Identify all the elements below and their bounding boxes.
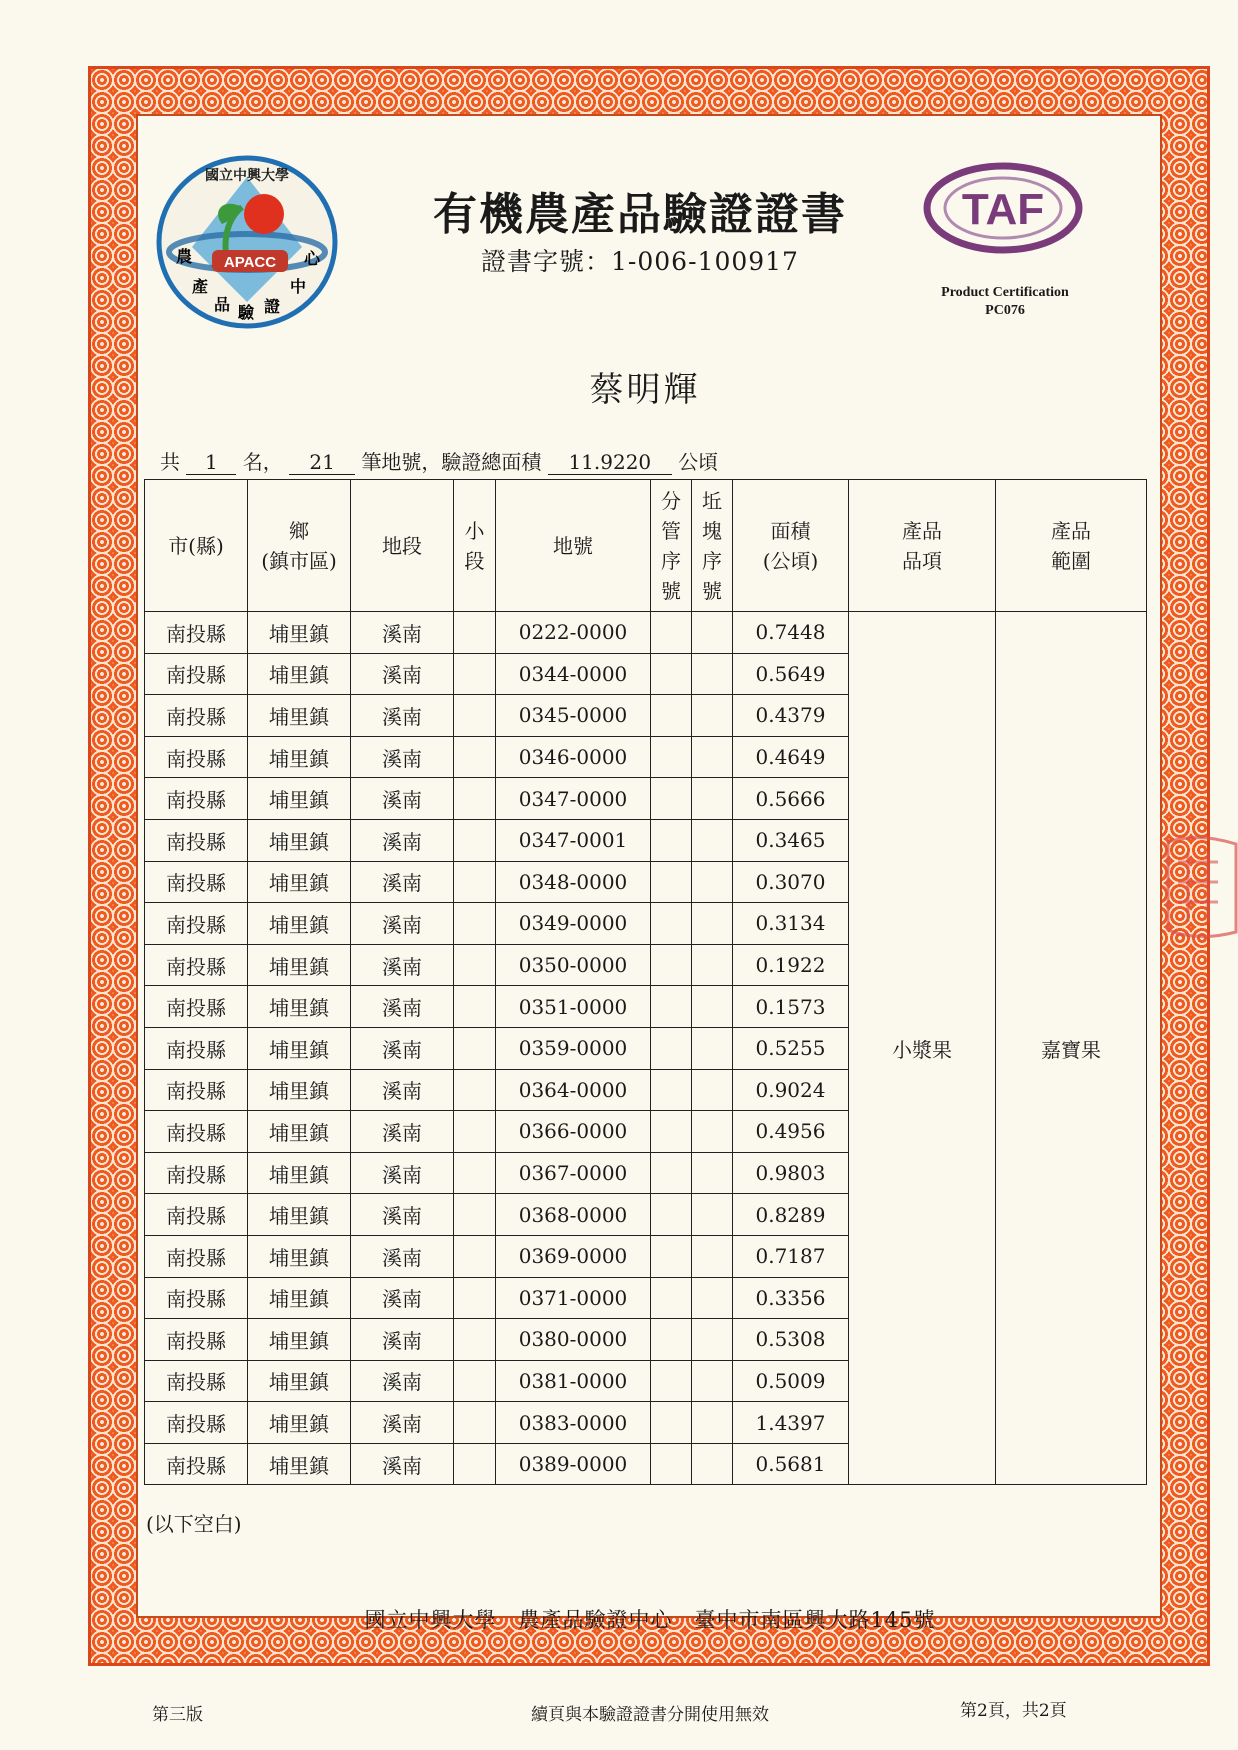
cell-county: 南投縣	[145, 653, 248, 695]
header-block-seq: 坵 塊 序 號	[692, 480, 733, 612]
logo-char: 產	[192, 277, 209, 296]
cell-area: 0.5649	[733, 653, 849, 695]
cell-management-seq	[651, 1360, 692, 1402]
cell-lot-number: 0349-0000	[496, 903, 651, 945]
cell-area: 0.4649	[733, 736, 849, 778]
cell-section: 溪南	[351, 1194, 454, 1236]
summary-prefix: 共	[160, 450, 180, 474]
cell-section: 溪南	[351, 986, 454, 1028]
cell-township: 埔里鎮	[248, 1069, 351, 1111]
cell-management-seq	[651, 819, 692, 861]
cell-township: 埔里鎮	[248, 819, 351, 861]
cell-lot-number: 0345-0000	[496, 695, 651, 737]
cell-section: 溪南	[351, 1235, 454, 1277]
apacc-badge-text: APACC	[223, 254, 277, 271]
cell-county: 南投縣	[145, 944, 248, 986]
header-county: 市(縣)	[145, 480, 248, 612]
cell-area: 0.3134	[733, 903, 849, 945]
cell-area: 0.1922	[733, 944, 849, 986]
cell-block-seq	[692, 653, 733, 695]
cell-subsection	[454, 1443, 496, 1485]
cell-area: 0.1573	[733, 986, 849, 1028]
cell-block-seq	[692, 1194, 733, 1236]
cell-lot-number: 0347-0000	[496, 778, 651, 820]
cell-lot-number: 0369-0000	[496, 1235, 651, 1277]
cell-subsection	[454, 1277, 496, 1319]
holder-count: 1	[186, 450, 236, 475]
cell-township: 埔里鎮	[248, 903, 351, 945]
cell-lot-number: 0347-0001	[496, 819, 651, 861]
cell-management-seq	[651, 944, 692, 986]
cell-county: 南投縣	[145, 986, 248, 1028]
cell-lot-number: 0367-0000	[496, 1152, 651, 1194]
cell-area: 0.9803	[733, 1152, 849, 1194]
cell-township: 埔里鎮	[248, 1443, 351, 1485]
cell-subsection	[454, 1069, 496, 1111]
land-parcel-table	[144, 479, 1147, 1485]
cell-county: 南投縣	[145, 903, 248, 945]
cell-township: 埔里鎮	[248, 1152, 351, 1194]
table-header-row	[145, 480, 1147, 612]
cell-management-seq	[651, 1443, 692, 1485]
cell-section: 溪南	[351, 1069, 454, 1111]
cell-area: 1.4397	[733, 1402, 849, 1444]
edition-label: 第三版	[152, 1705, 203, 1725]
cell-lot-number: 0383-0000	[496, 1402, 651, 1444]
cell-subsection	[454, 653, 496, 695]
cell-management-seq	[651, 986, 692, 1028]
cell-subsection	[454, 1027, 496, 1069]
page-title: 有機農產品驗證證書	[433, 189, 847, 240]
cell-management-seq	[651, 1319, 692, 1361]
cell-subsection	[454, 736, 496, 778]
header-product-scope: 產品 範圍	[996, 480, 1147, 612]
cell-township: 埔里鎮	[248, 861, 351, 903]
cell-subsection	[454, 944, 496, 986]
validity-notice: 續頁與本驗證證書分開使用無效	[531, 1705, 769, 1725]
cell-county: 南投縣	[145, 1194, 248, 1236]
cell-subsection	[454, 695, 496, 737]
cell-county: 南投縣	[145, 1069, 248, 1111]
summary-unit-parcels: 筆地號，驗證總面積	[361, 450, 542, 474]
cell-subsection	[454, 1111, 496, 1153]
cell-section: 溪南	[351, 903, 454, 945]
cell-block-seq	[692, 1069, 733, 1111]
cell-management-seq	[651, 903, 692, 945]
header-management-seq: 分 管 序 號	[651, 480, 692, 612]
header-subsection: 小 段	[454, 480, 496, 612]
summary-line	[160, 446, 718, 475]
cell-area: 0.5255	[733, 1027, 849, 1069]
logo-char: 心	[304, 249, 321, 268]
header-section: 地段	[351, 480, 454, 612]
cell-management-seq	[651, 612, 692, 654]
logo-char: 中	[290, 277, 307, 296]
cell-management-seq	[651, 1194, 692, 1236]
cell-block-seq	[692, 1235, 733, 1277]
cell-lot-number: 0222-0000	[496, 612, 651, 654]
cell-block-seq	[692, 695, 733, 737]
cell-subsection	[454, 1152, 496, 1194]
cell-township: 埔里鎮	[248, 612, 351, 654]
cell-county: 南投縣	[145, 1111, 248, 1153]
cell-management-seq	[651, 861, 692, 903]
summary-unit-area: 公頃	[678, 450, 719, 474]
table-row	[145, 612, 1147, 654]
cell-county: 南投縣	[145, 1027, 248, 1069]
logo-char: 農	[176, 247, 193, 266]
cell-lot-number: 0364-0000	[496, 1069, 651, 1111]
cell-section: 溪南	[351, 612, 454, 654]
cell-section: 溪南	[351, 819, 454, 861]
cell-lot-number: 0389-0000	[496, 1443, 651, 1485]
official-seal-stamp	[1158, 832, 1238, 942]
cell-section: 溪南	[351, 736, 454, 778]
cell-management-seq	[651, 1277, 692, 1319]
cell-county: 南投縣	[145, 736, 248, 778]
cell-area: 0.3356	[733, 1277, 849, 1319]
logo-char: 證	[264, 297, 281, 316]
cell-management-seq	[651, 1069, 692, 1111]
cell-lot-number: 0359-0000	[496, 1027, 651, 1069]
cell-township: 埔里鎮	[248, 1194, 351, 1236]
cell-area: 0.8289	[733, 1194, 849, 1236]
issuer-address: 國立中興大學 農產品驗證中心 臺中市南區興大路145號	[364, 1608, 936, 1632]
cell-county: 南投縣	[145, 819, 248, 861]
cell-management-seq	[651, 1111, 692, 1153]
cell-township: 埔里鎮	[248, 778, 351, 820]
cell-county: 南投縣	[145, 695, 248, 737]
cell-section: 溪南	[351, 1360, 454, 1402]
total-area: 11.9220	[548, 450, 672, 475]
logo-char: 驗	[238, 303, 255, 322]
cell-area: 0.7448	[733, 612, 849, 654]
cell-block-seq	[692, 861, 733, 903]
cell-subsection	[454, 1402, 496, 1444]
summary-unit-persons: 名，	[242, 450, 283, 474]
cell-subsection	[454, 778, 496, 820]
cell-subsection	[454, 612, 496, 654]
cell-township: 埔里鎮	[248, 986, 351, 1028]
cell-lot-number: 0381-0000	[496, 1360, 651, 1402]
cell-section: 溪南	[351, 1443, 454, 1485]
cell-township: 埔里鎮	[248, 653, 351, 695]
cell-county: 南投縣	[145, 1360, 248, 1402]
certificate-holder-name: 蔡明輝	[589, 370, 701, 410]
cell-county: 南投縣	[145, 1235, 248, 1277]
apacc-logo	[152, 152, 342, 332]
cell-management-seq	[651, 736, 692, 778]
cell-area: 0.5308	[733, 1319, 849, 1361]
cell-block-seq	[692, 736, 733, 778]
parcel-count: 21	[289, 450, 355, 475]
cell-area: 0.4379	[733, 695, 849, 737]
cell-lot-number: 0351-0000	[496, 986, 651, 1028]
cell-subsection	[454, 1194, 496, 1236]
cell-county: 南投縣	[145, 1152, 248, 1194]
apacc-arc-text: 國立中興大學	[205, 168, 289, 184]
cell-block-seq	[692, 612, 733, 654]
header-lot-number: 地號	[496, 480, 651, 612]
cell-section: 溪南	[351, 1152, 454, 1194]
cell-lot-number: 0344-0000	[496, 653, 651, 695]
cell-management-seq	[651, 778, 692, 820]
cell-block-seq	[692, 903, 733, 945]
cell-area: 0.7187	[733, 1235, 849, 1277]
cell-section: 溪南	[351, 653, 454, 695]
product-certification-text: Product Certification	[941, 285, 1069, 300]
page-indicator: 第2頁，共2頁	[960, 1701, 1067, 1721]
cell-county: 南投縣	[145, 1319, 248, 1361]
cell-county: 南投縣	[145, 612, 248, 654]
cell-section: 溪南	[351, 1319, 454, 1361]
cell-township: 埔里鎮	[248, 1319, 351, 1361]
cell-subsection	[454, 986, 496, 1028]
cell-management-seq	[651, 695, 692, 737]
cell-subsection	[454, 861, 496, 903]
cell-block-seq	[692, 1277, 733, 1319]
cell-county: 南投縣	[145, 861, 248, 903]
cell-subsection	[454, 1235, 496, 1277]
cell-township: 埔里鎮	[248, 1360, 351, 1402]
cell-block-seq	[692, 1027, 733, 1069]
cell-area: 0.5666	[733, 778, 849, 820]
cell-township: 埔里鎮	[248, 1027, 351, 1069]
cell-product-scope: 嘉寶果	[996, 612, 1147, 1485]
cell-management-seq	[651, 1235, 692, 1277]
cell-township: 埔里鎮	[248, 1111, 351, 1153]
cell-township: 埔里鎮	[248, 1235, 351, 1277]
cell-township: 埔里鎮	[248, 736, 351, 778]
cell-block-seq	[692, 1402, 733, 1444]
cell-section: 溪南	[351, 1402, 454, 1444]
cell-block-seq	[692, 944, 733, 986]
cell-block-seq	[692, 1443, 733, 1485]
product-certification-label	[920, 284, 1090, 320]
certificate-number: 證書字號：1-006-100917	[481, 247, 799, 276]
cell-area: 0.3070	[733, 861, 849, 903]
cell-area: 0.4956	[733, 1111, 849, 1153]
cell-county: 南投縣	[145, 778, 248, 820]
cell-management-seq	[651, 653, 692, 695]
cell-area: 0.5681	[733, 1443, 849, 1485]
cell-lot-number: 0346-0000	[496, 736, 651, 778]
cell-area: 0.9024	[733, 1069, 849, 1111]
cell-management-seq	[651, 1402, 692, 1444]
header-area: 面積 (公頃)	[733, 480, 849, 612]
cell-block-seq	[692, 819, 733, 861]
cell-block-seq	[692, 1152, 733, 1194]
cell-section: 溪南	[351, 861, 454, 903]
cell-lot-number: 0348-0000	[496, 861, 651, 903]
cell-subsection	[454, 819, 496, 861]
cell-lot-number: 0368-0000	[496, 1194, 651, 1236]
taf-logo	[918, 156, 1088, 266]
cell-township: 埔里鎮	[248, 1402, 351, 1444]
cell-section: 溪南	[351, 1277, 454, 1319]
cell-county: 南投縣	[145, 1443, 248, 1485]
cell-county: 南投縣	[145, 1402, 248, 1444]
accreditation-code: PC076	[985, 303, 1025, 318]
cell-section: 溪南	[351, 695, 454, 737]
cell-subsection	[454, 903, 496, 945]
cell-county: 南投縣	[145, 1277, 248, 1319]
cell-product-item: 小漿果	[849, 612, 996, 1485]
cell-lot-number: 0350-0000	[496, 944, 651, 986]
cell-subsection	[454, 1319, 496, 1361]
cell-section: 溪南	[351, 1111, 454, 1153]
cell-township: 埔里鎮	[248, 944, 351, 986]
cell-block-seq	[692, 986, 733, 1028]
header-township: 鄉 (鎮市區)	[248, 480, 351, 612]
cell-lot-number: 0380-0000	[496, 1319, 651, 1361]
cell-block-seq	[692, 1111, 733, 1153]
cell-area: 0.3465	[733, 819, 849, 861]
cell-subsection	[454, 1360, 496, 1402]
cell-management-seq	[651, 1152, 692, 1194]
header-product-item: 產品 品項	[849, 480, 996, 612]
cell-block-seq	[692, 778, 733, 820]
cell-block-seq	[692, 1319, 733, 1361]
cell-township: 埔里鎮	[248, 695, 351, 737]
cell-lot-number: 0366-0000	[496, 1111, 651, 1153]
cell-block-seq	[692, 1360, 733, 1402]
logo-char: 品	[214, 295, 231, 314]
cell-township: 埔里鎮	[248, 1277, 351, 1319]
cell-section: 溪南	[351, 944, 454, 986]
cell-area: 0.5009	[733, 1360, 849, 1402]
cell-lot-number: 0371-0000	[496, 1277, 651, 1319]
cell-management-seq	[651, 1027, 692, 1069]
cell-section: 溪南	[351, 778, 454, 820]
cell-section: 溪南	[351, 1027, 454, 1069]
blank-note: (以下空白)	[146, 1512, 242, 1536]
taf-text: TAF	[961, 185, 1045, 234]
